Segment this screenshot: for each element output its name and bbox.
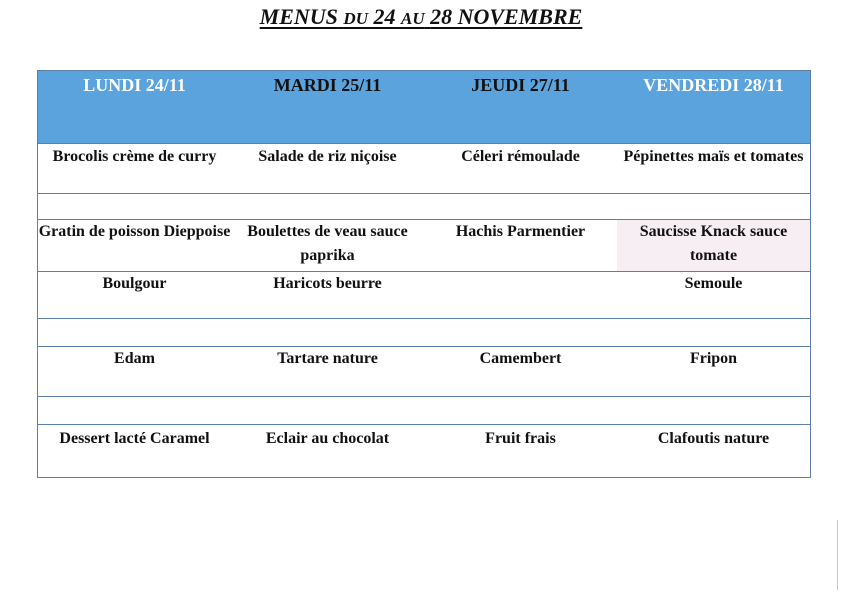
menu-cell: Céleri rémoulade: [461, 148, 580, 165]
scan-edge-mark: [837, 520, 838, 590]
separator-row: [38, 318, 810, 346]
dessert-row: [38, 424, 810, 477]
plat-row: [38, 219, 810, 271]
fromage-row: [38, 346, 810, 396]
header-row: [38, 71, 810, 143]
menu-cell: Dessert lacté Caramel: [59, 430, 210, 447]
menu-cell: Fruit frais: [485, 430, 556, 447]
menu-cell: Clafoutis nature: [657, 430, 770, 447]
menu-cell: Tartare nature: [277, 350, 378, 367]
title-from: 24: [373, 4, 396, 29]
entree-row: [38, 143, 810, 193]
page-title: [0, 4, 842, 30]
separator-row: [38, 396, 810, 424]
title-au: AU: [400, 9, 425, 28]
accompagnement-row: [38, 271, 810, 318]
day-header: LUNDI 24/11: [83, 75, 186, 95]
menu-cell: Eclair au chocolat: [265, 430, 390, 447]
menu-cell-highlighted: Saucisse Knack sauce tomate: [617, 220, 810, 271]
menu-cell: Brocolis crème de curry: [52, 148, 217, 165]
menu-cell: Camembert: [479, 350, 562, 367]
menu-cell: Salade de riz niçoise: [258, 148, 397, 165]
title-menus: MENUS: [259, 4, 338, 29]
menu-cell: Fripon: [689, 350, 738, 367]
day-header: MARDI 25/11: [273, 75, 382, 95]
menu-cell: [424, 272, 617, 318]
menu-cell: Semoule: [684, 275, 743, 292]
menu-table: [37, 70, 811, 478]
menu-cell: Boulgour: [102, 275, 167, 292]
menu-cell: Haricots beurre: [273, 275, 382, 292]
day-header: JEUDI 27/11: [471, 75, 570, 95]
title-du: DU: [343, 9, 368, 28]
menu-cell: Hachis Parmentier: [455, 223, 586, 240]
day-header: VENDREDI 28/11: [643, 75, 784, 95]
title-to: 28 NOVEMBRE: [430, 4, 583, 29]
menu-cell: Gratin de poisson Dieppoise: [38, 223, 231, 240]
menu-cell: Edam: [114, 350, 155, 367]
menu-cell: Pépinettes maïs et tomates: [623, 148, 804, 165]
separator-row: [38, 193, 810, 219]
menu-cell: Boulettes de veau sauce paprika: [247, 223, 408, 264]
